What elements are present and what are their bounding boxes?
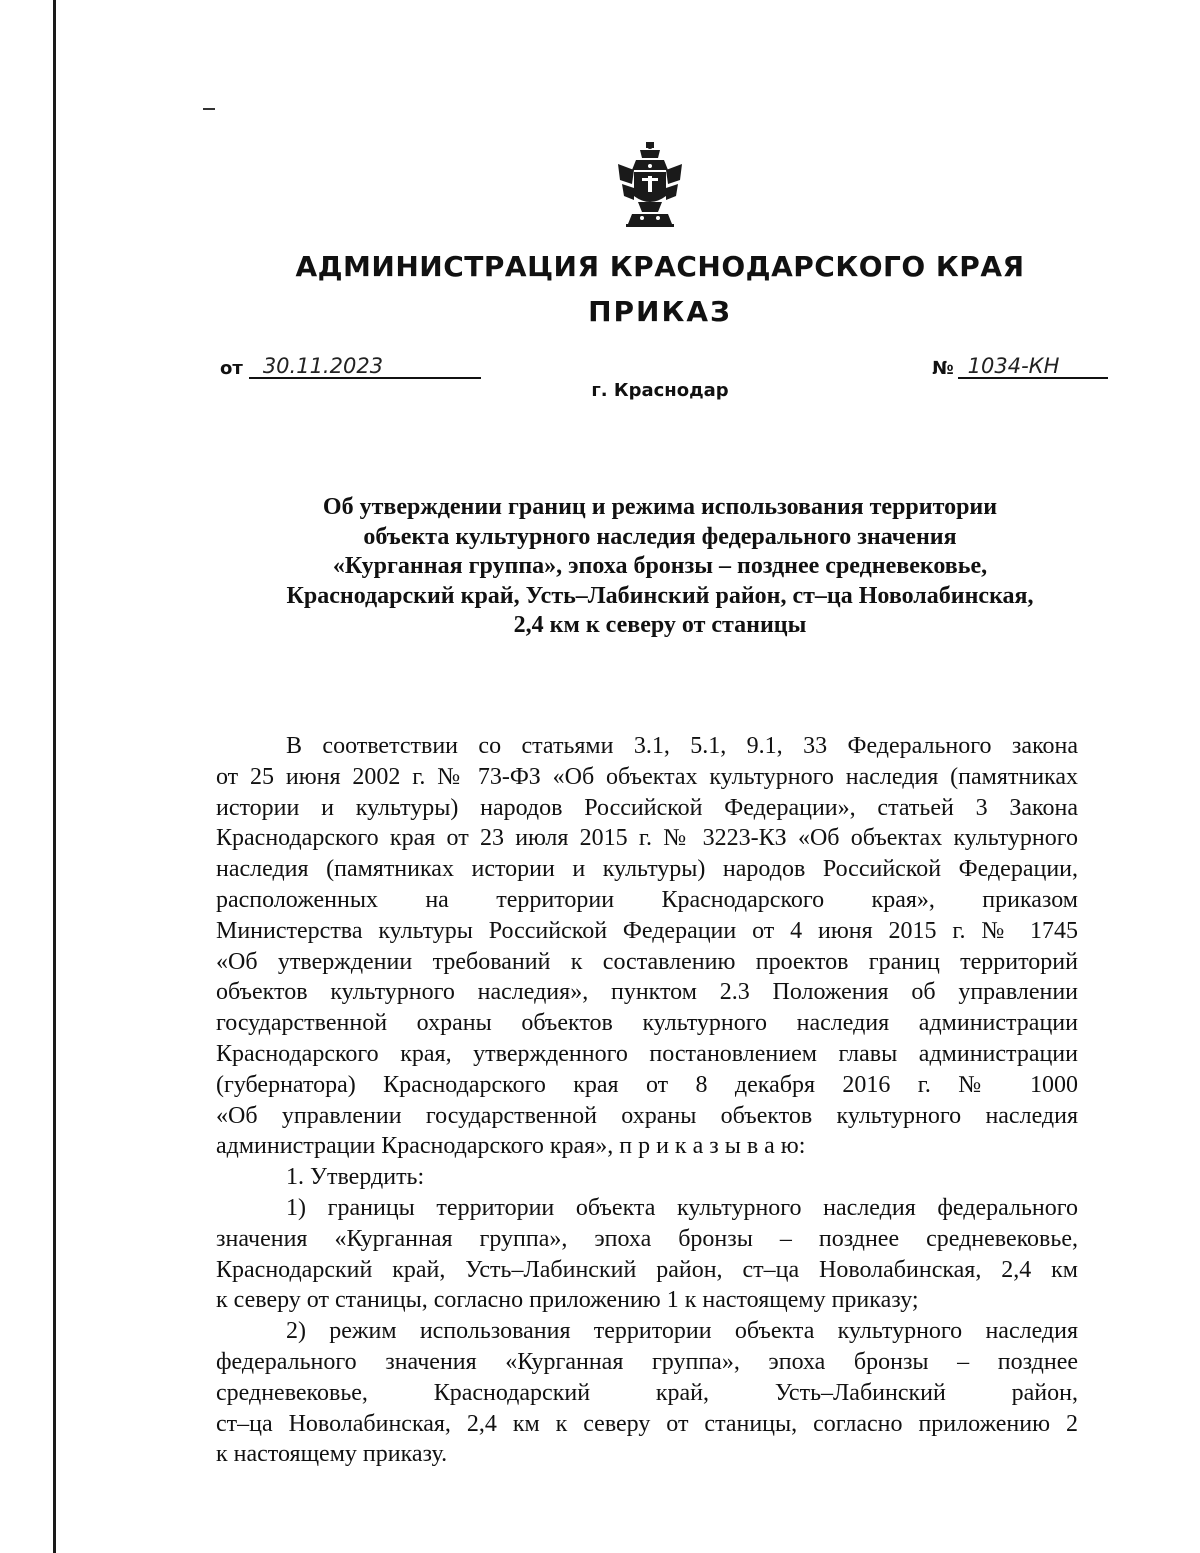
body-line: Министерства культуры Российской Федерации от 4 июня 2015 г. № 1745 [216,917,1078,944]
body-line: государственной охраны объектов культурного наследия администрации [216,1010,1078,1037]
subject-line: «Курганная группа», эпоха бронзы – позднее средневековье, [332,553,988,579]
body-line: В соответствии со статьями 3.1, 5.1, 9.1, 33 Федерального закона [286,733,1078,759]
document-subject [150,493,1170,641]
body-line: администрации Краснодарского края», п р и к а з ы в а ю: [216,1133,806,1160]
body-line: ст–ца Новолабинская, 2,4 км к северу от станицы, согласно приложению 2 [216,1410,1078,1437]
number-label: № [932,358,954,379]
body-line: (губернатора) Краснодарского края от 8 декабря 2016 г. № 1000 [216,1071,1078,1098]
body-line: «Об утверждении требований к составлению проектов границ территорий [216,948,1078,975]
body-line: расположенных на территории Краснодарского края», приказом [216,886,1078,913]
body-line: объектов культурного наследия», пунктом 2.3 Положения об управлении [216,979,1078,1006]
number-value: 1034-КН [958,355,1108,379]
body-line: 2) режим использования территории объекта культурного наследия [286,1318,1078,1345]
body-line: Краснодарского края, утвержденного постановлением главы администрации [216,1040,1078,1067]
scan-mark [203,108,215,110]
date-row [220,355,481,379]
body-line: Краснодарского края от 23 июля 2015 г. № 3223-КЗ «Об объектах культурного [216,825,1078,852]
subject-line: Об утверждении границ и режима использования территории [322,494,998,520]
body-line: 1. Утвердить: [286,1164,425,1191]
coat-of-arms-icon [612,140,688,228]
document-body [216,731,1078,1470]
body-line: «Об управлении государственной охраны объектов культурного наследия [216,1102,1078,1129]
subject-line: Краснодарский край, Усть–Лабинский район, ст–ца Новолабинская, [286,582,1034,609]
body-line: Краснодарский край, Усть–Лабинский район, ст–ца Новолабинская, 2,4 км [216,1256,1078,1283]
subject-line: объекта культурного наследия федерального значения [363,523,957,550]
body-line: наследия (памятниках истории и культуры) народов Российской Федерации, [216,856,1078,883]
body-line: истории и культуры) народов Российской Федерации», статьей 3 Закона [216,794,1078,821]
subject-line: 2,4 км к северу от станицы [513,612,807,638]
body-line: значения «Курганная группа», эпоха бронзы – позднее средневековье, [216,1225,1078,1252]
body-line: к настоящему приказу. [216,1441,448,1468]
body-line: от 25 июня 2002 г. № 73-ФЗ «Об объектах культурного наследия (памятниках [216,763,1078,790]
organization-title: АДМИНИСТРАЦИЯ КРАСНОДАРСКОГО КРАЯ [295,250,1025,283]
date-label: от [220,358,243,379]
date-value: 30.11.2023 [249,355,481,379]
body-line: 1) границы территории объекта культурного наследия федерального [286,1194,1078,1221]
body-line: к северу от станицы, согласно приложению 1 к настоящему приказу; [216,1287,919,1314]
body-line: федерального значения «Курганная группа», эпоха бронзы – позднее [216,1348,1078,1375]
city: г. Краснодар [591,380,729,401]
document-type: ПРИКАЗ [588,295,732,328]
page-left-edge [53,0,56,1553]
number-row [932,355,1108,379]
body-line: средневековье, Краснодарский край, Усть–Лабинский район, [216,1379,1078,1406]
